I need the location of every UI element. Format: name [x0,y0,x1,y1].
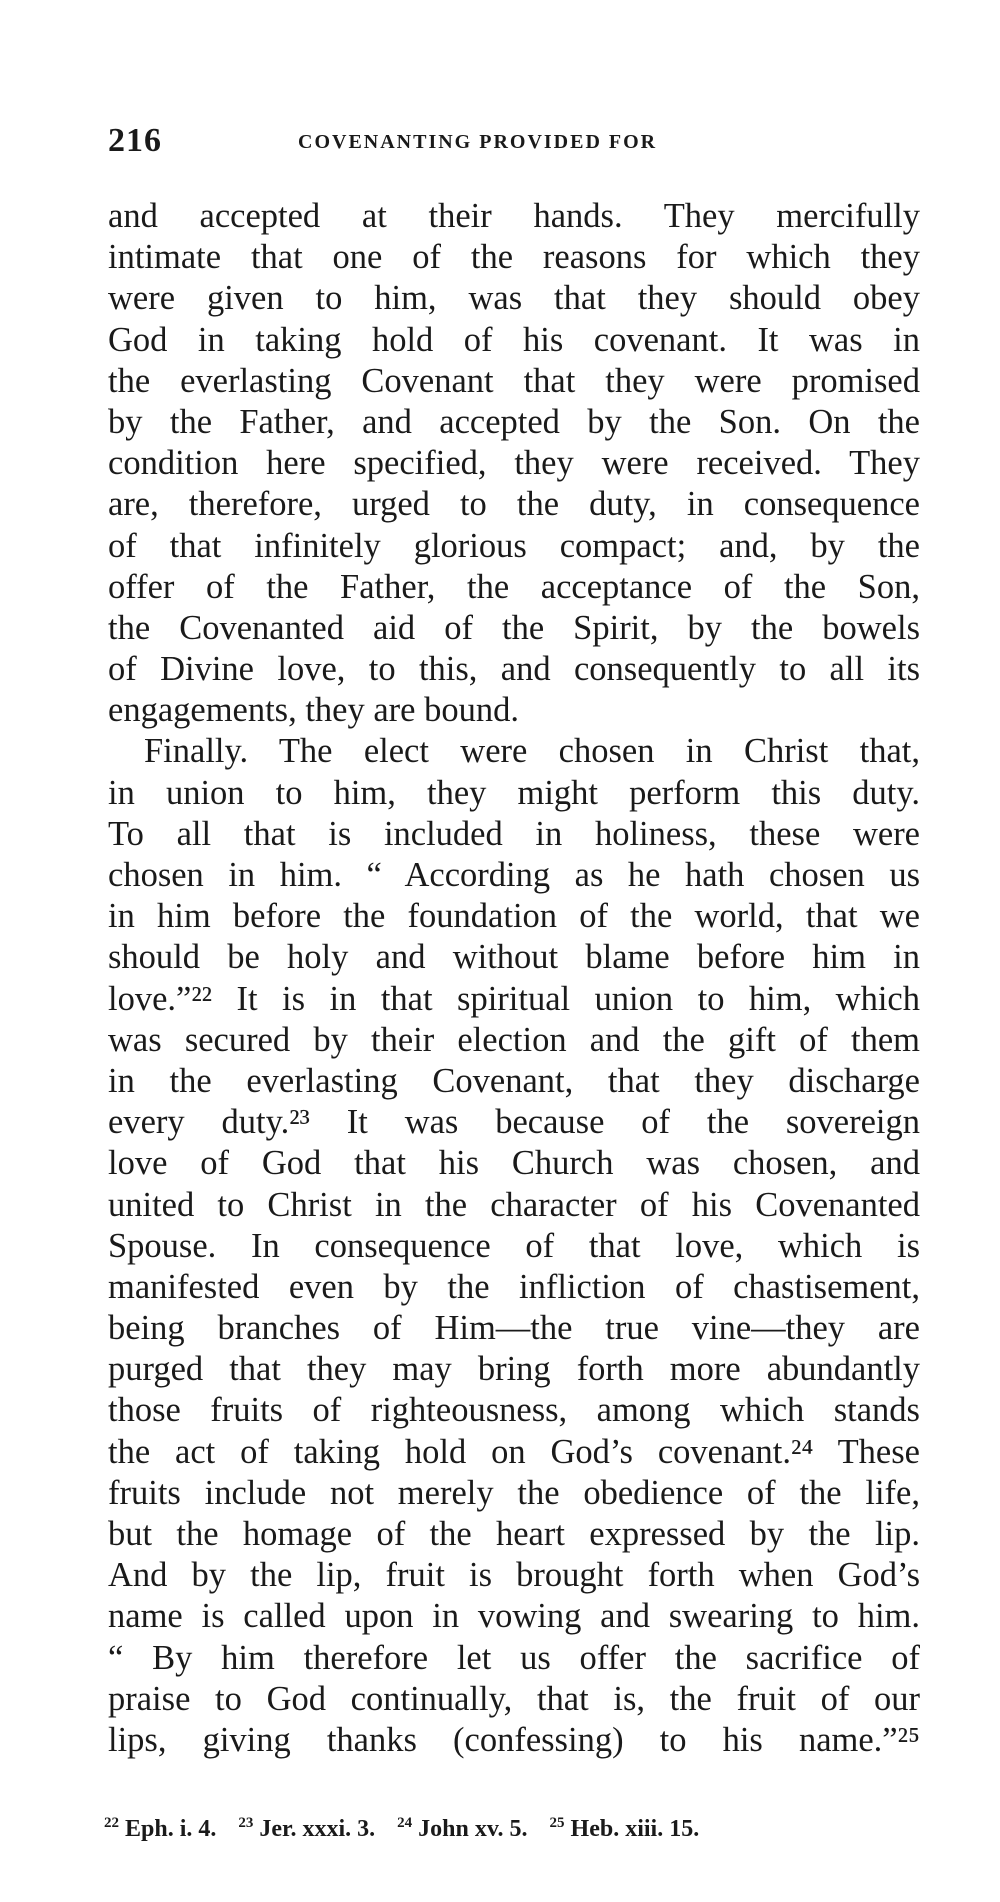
text-line: those fruits of righteousness, among which stands [108,1391,920,1430]
text-line: To all that is included in holiness, these were [108,814,920,853]
footnotes [104,1815,924,1851]
text-line: manifested even by the infliction of chastisement, [108,1267,920,1306]
text-line: of Divine love, to this, and consequently to all its [108,650,920,689]
text-line: in union to him, they might perform this duty. [108,773,920,812]
text-line: condition here specified, they were received. They [108,444,920,483]
text-line: were given to him, was that they should obey [108,279,920,318]
text-line: love.”²² It is in that spiritual union to him, which [108,979,920,1018]
text-line: name is called upon in vowing and swearing to him. [108,1597,920,1636]
text-line: are, therefore, urged to the duty, in consequence [108,485,920,524]
text-line: praise to God continually, that is, the fruit of our [108,1679,920,1718]
text-line: purged that they may bring forth more abundantly [108,1350,920,1389]
text-line: the everlasting Covenant that they were promised [108,361,920,400]
text-line: the Covenanted aid of the Spirit, by the bowels [108,608,920,647]
footnote [397,1815,527,1851]
footnote [104,1815,216,1851]
body-text [108,196,920,1761]
page-number: 216 [108,122,162,159]
footnote-mark: 23 [238,1815,254,1831]
text-line: God in taking hold of his covenant. It was in [108,320,920,359]
text-line: united to Christ in the character of his Covenanted [108,1185,920,1224]
text-line: And by the lip, fruit is brought forth when God’s [108,1556,920,1595]
text-line: chosen in him. “ According as he hath chosen us [108,856,920,894]
footnote-ref: Heb. xiii. 15. [570,1816,700,1842]
text-line: and accepted at their hands. They mercifully [108,197,920,235]
text-line: Spouse. In consequence of that love, which is [108,1226,920,1265]
text-line: in him before the foundation of the world, that we [108,897,920,936]
footnote-ref: Jer. xxxi. 3. [259,1816,376,1842]
running-head [108,122,920,162]
text-line: in the everlasting Covenant, that they discharge [108,1061,920,1100]
text-line: “ By him therefore let us offer the sacrifice of [108,1638,920,1677]
footnote-mark: 22 [104,1815,119,1831]
footnote [550,1815,700,1851]
text-line: every duty.²³ It was because of the sovereign [108,1103,920,1142]
footnote-mark: 24 [397,1815,413,1831]
text-line: fruits include not merely the obedience of the life, [108,1473,920,1512]
text-line: of that infinitely glorious compact; and, by the [108,526,920,565]
text-line: love of God that his Church was chosen, and [108,1144,920,1183]
text-line: lips, giving thanks (confessing) to his name.”²⁵ [108,1720,920,1759]
text-line: Finally. The elect were chosen in Christ that, [144,732,920,771]
text-line: intimate that one of the reasons for which they [108,238,920,277]
text-line: the act of taking hold on God’s covenant.²⁴ These [108,1432,920,1471]
text-line: offer of the Father, the acceptance of the Son, [108,567,920,606]
footnote-ref: Eph. i. 4. [125,1816,217,1842]
text-line: but the homage of the heart expressed by the lip. [108,1515,920,1553]
text-line: should be holy and without blame before him in [108,938,920,977]
footnote-mark: 25 [549,1815,565,1831]
text-line: by the Father, and accepted by the Son. On the [108,402,920,441]
running-title: COVENANTING PROVIDED FOR [298,131,658,153]
text-line: was secured by their election and the gift of them [108,1020,920,1059]
footnote [238,1815,375,1851]
footnote-ref: John xv. 5. [418,1816,528,1842]
text-line: engagements, they are bound. [108,691,519,730]
text-line: being branches of Him—the true vine—they are [108,1309,920,1348]
